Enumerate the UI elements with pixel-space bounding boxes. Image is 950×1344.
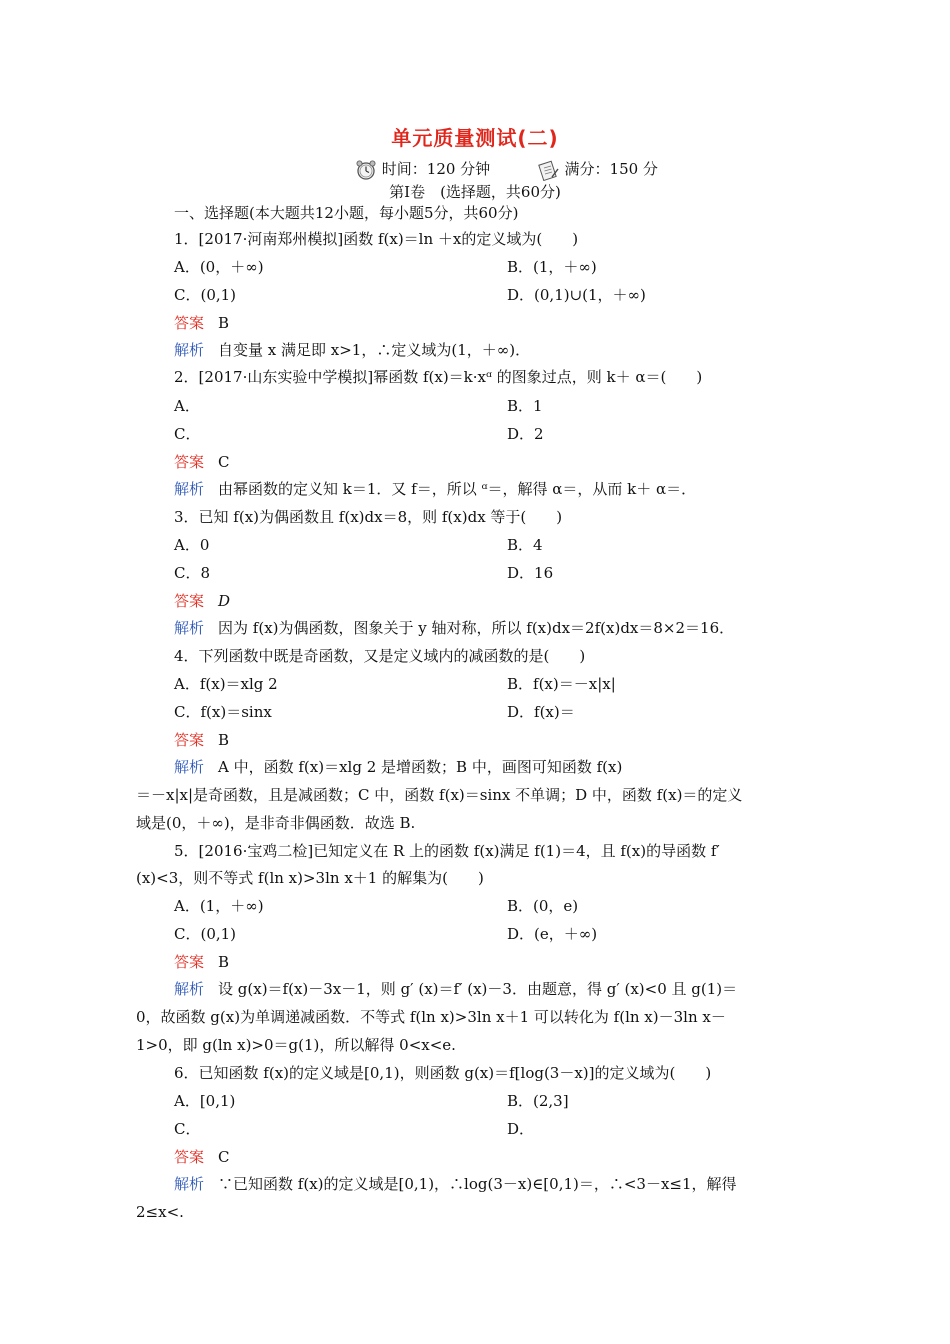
q5-explanation-line2: 0，故函数 g(x)为单调递减函数．不等式 f(ln x)>3ln x＋1 可以转化为 f(ln x)－3ln x－ [136, 1008, 726, 1026]
explain-label: 解析 [174, 619, 205, 637]
q2-explanation-text: 由幂函数的定义知 k＝1．又 f＝，所以 ᵅ＝，解得 α＝，从而 k＋ α＝． [218, 480, 697, 498]
question-2-stem: 2．[2017·山东实验中学模拟]幂函数 f(x)＝k·xᵅ 的图象过点，则 k＋ α＝( ) [174, 368, 703, 386]
q5-answer [174, 951, 229, 973]
q4-option-d: D．f(x)＝ [507, 703, 575, 721]
question-1-stem: 1．[2017·河南郑州模拟]函数 f(x)＝ln ＋x的定义域为( ) [174, 230, 579, 248]
q6-option-b: B．(2,3] [507, 1092, 569, 1110]
q1-answer [174, 312, 229, 334]
q6-option-c: C． [174, 1120, 201, 1138]
q4-option-c: C．f(x)＝sinx [174, 703, 272, 721]
exam-meta [355, 158, 658, 180]
q2-option-b: B．1 [507, 397, 543, 415]
q2-answer [174, 451, 230, 473]
answer-label: 答案 [174, 953, 205, 971]
q4-explanation-text-1: A 中，函数 f(x)＝xlg 2 是增函数；B 中，画图可知函数 f(x) [218, 758, 623, 776]
q4-explanation-line1 [174, 756, 622, 778]
explain-label: 解析 [174, 758, 205, 776]
q1-option-a: A．(0，＋∞) [174, 258, 264, 276]
q3-explanation [174, 617, 734, 639]
q5-explanation-line1 [174, 978, 737, 1000]
q1-explanation-text: 自变量 x 满足即 x>1，∴定义域为(1，＋∞)． [218, 341, 531, 359]
q3-explanation-text: 因为 f(x)为偶函数，图象关于 y 轴对称，所以 f(x)dx＝2f(x)dx＝8×2＝16． [218, 619, 735, 637]
q6-answer [174, 1146, 230, 1168]
q4-answer-value: B [218, 731, 230, 749]
answer-label: 答案 [174, 731, 205, 749]
q4-option-a: A．f(x)＝xlg 2 [174, 675, 278, 693]
q4-explanation-line2: ＝－x|x|是奇函数，且是减函数；C 中，函数 f(x)＝sinx 不单调；D 中，函数 f(x)＝的定义 [136, 786, 743, 804]
q5-option-b: B．(0，e) [507, 897, 579, 915]
answer-label: 答案 [174, 453, 205, 471]
question-5-stem-line1: 5．[2016·宝鸡二检]已知定义在 R 上的函数 f(x)满足 f(1)＝4，且 f(x)的导函数 f′ [174, 842, 720, 860]
q2-explanation [174, 478, 696, 500]
q6-option-d: D． [507, 1120, 535, 1138]
q6-option-a: A．[0,1) [174, 1092, 236, 1110]
q6-explanation-text-1: ∵已知函数 f(x)的定义域是[0,1)，∴log(3－x)∈[0,1)＝，∴<3－x≤1，解得 [218, 1175, 737, 1193]
question-4-stem: 4．下列函数中既是奇函数，又是定义域内的减函数的是( ) [174, 647, 586, 665]
explain-label: 解析 [174, 980, 205, 998]
q3-answer [174, 590, 230, 612]
time-limit: 时间：120 分钟 [381, 160, 491, 178]
answer-label: 答案 [174, 592, 205, 610]
q2-option-c: C． [174, 425, 201, 443]
q1-option-d: D．(0,1)∪(1，＋∞) [507, 286, 646, 304]
q4-explanation-line3: 域是(0，＋∞)，是非奇非偶函数．故选 B. [136, 814, 416, 832]
q1-answer-value: B [218, 314, 230, 332]
exam-paper-icon [538, 159, 560, 181]
alarm-clock-icon [355, 159, 377, 181]
q1-option-c: C．(0,1) [174, 286, 237, 304]
q5-option-a: A．(1，＋∞) [174, 897, 264, 915]
q6-explanation-line2: 2≤x<. [136, 1203, 184, 1221]
section-heading: 一、选择题(本大题共12小题，每小题5分，共60分) [174, 204, 519, 222]
explain-label: 解析 [174, 1175, 205, 1193]
question-6-stem: 6．已知函数 f(x)的定义域是[0,1)，则函数 g(x)＝f[log(3－x)]的定义域为( ) [174, 1064, 712, 1082]
q3-option-a: A．0 [174, 536, 210, 554]
q3-option-d: D．16 [507, 564, 554, 582]
q5-option-d: D．(e，＋∞) [507, 925, 598, 943]
answer-label: 答案 [174, 314, 205, 332]
full-score: 满分：150 分 [564, 160, 658, 178]
q1-explanation [174, 339, 530, 361]
q4-option-b: B．f(x)＝－x|x| [507, 675, 616, 693]
q5-explanation-line3: 1>0，即 g(ln x)>0＝g(1)，所以解得 0<x<e. [136, 1036, 456, 1054]
volume-heading: 第Ⅰ卷 (选择题，共60分) [389, 183, 561, 201]
q5-explanation-text-1: 设 g(x)＝f(x)－3x－1，则 g′ (x)＝f′ (x)－3．由题意，得 g′ (x)<0 且 g(1)＝ [218, 980, 738, 998]
explain-label: 解析 [174, 341, 205, 359]
q6-answer-value: C [218, 1148, 230, 1166]
q2-option-d: D．2 [507, 425, 544, 443]
q3-answer-value: D [218, 592, 231, 610]
question-5-stem-line2: (x)<3，则不等式 f(ln x)>3ln x＋1 的解集为( ) [136, 869, 484, 887]
q5-answer-value: B [218, 953, 230, 971]
page-title: 单元质量测试(二) [391, 126, 559, 150]
q2-answer-value: C [218, 453, 230, 471]
q4-answer [174, 729, 229, 751]
q2-option-a: A． [174, 397, 200, 415]
explain-label: 解析 [174, 480, 205, 498]
q5-option-c: C．(0,1) [174, 925, 237, 943]
q1-option-b: B．(1，＋∞) [507, 258, 597, 276]
question-3-stem: 3．已知 f(x)为偶函数且 f(x)dx＝8，则 f(x)dx 等于( ) [174, 508, 563, 526]
answer-label: 答案 [174, 1148, 205, 1166]
q6-explanation-line1 [174, 1173, 737, 1195]
q3-option-b: B．4 [507, 536, 543, 554]
q3-option-c: C．8 [174, 564, 211, 582]
